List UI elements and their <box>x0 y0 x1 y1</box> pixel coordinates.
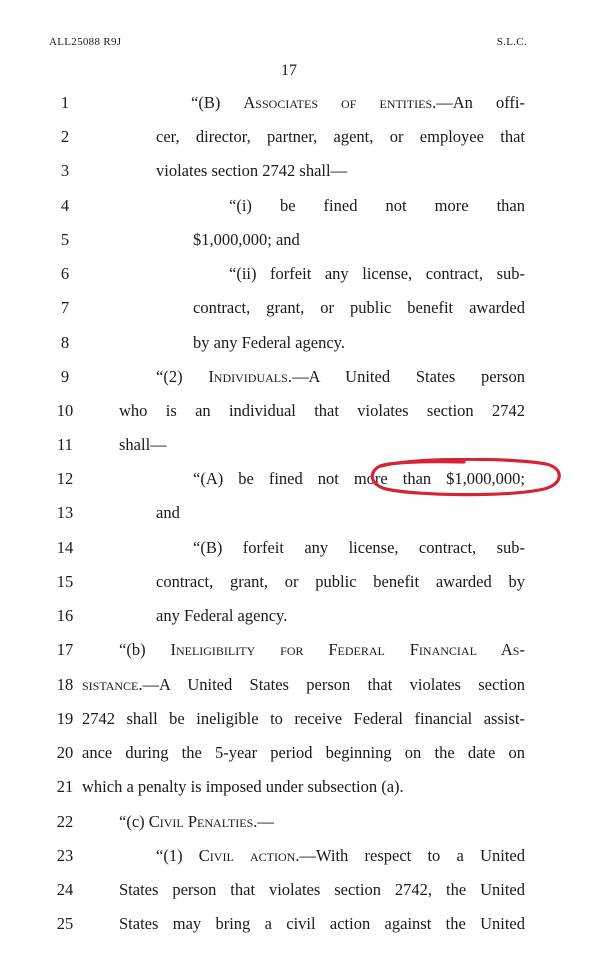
line-number: 8 <box>60 333 70 352</box>
bill-line <box>0 225 602 255</box>
line-text: 2742 shall be ineligible to receive Federal financial assist- <box>82 709 525 728</box>
line-text: States may bring a civil action against the United <box>119 914 525 933</box>
line-number: 15 <box>56 572 74 591</box>
line-text: $1,000,000; and <box>193 230 300 249</box>
bill-line <box>0 396 602 426</box>
bill-line <box>0 88 602 118</box>
section-heading: Ineligibility for Federal Financial As- <box>170 640 525 659</box>
line-number: 21 <box>56 777 74 796</box>
line-number: 10 <box>56 401 74 420</box>
line-text: “(b) Ineligibility for Federal Financial As- <box>119 640 525 659</box>
line-number: 5 <box>60 230 70 249</box>
line-text: sistance.—A United States person that violates section <box>82 675 525 694</box>
bill-line <box>0 670 602 700</box>
line-text: and <box>156 503 180 522</box>
bill-line <box>0 704 602 734</box>
line-number: 1 <box>60 93 70 112</box>
line-number: 25 <box>56 914 74 933</box>
line-number: 20 <box>56 743 74 762</box>
line-number: 24 <box>56 880 74 899</box>
line-number: 22 <box>56 812 74 831</box>
bill-line <box>0 328 602 358</box>
document-id: ALL25088 R9J <box>49 36 122 48</box>
line-number: 13 <box>56 503 74 522</box>
bill-line <box>0 635 602 665</box>
line-text: shall— <box>119 435 167 454</box>
section-heading: sistance <box>82 675 139 694</box>
line-text: who is an individual that violates section 2742 <box>119 401 525 420</box>
bill-line <box>0 909 602 939</box>
line-number: 16 <box>56 606 74 625</box>
bill-line <box>0 533 602 563</box>
line-text: any Federal agency. <box>156 606 288 625</box>
bill-line <box>0 498 602 528</box>
line-text: “(ii) forfeit any license, contract, sub- <box>229 264 525 283</box>
line-text: “(c) Civil Penalties.— <box>119 812 274 831</box>
bill-line <box>0 430 602 460</box>
line-text: “(B) forfeit any license, contract, sub- <box>193 538 525 557</box>
line-text: cer, director, partner, agent, or employee that <box>156 127 525 146</box>
line-text: contract, grant, or public benefit awarded <box>193 298 525 317</box>
line-text: ance during the 5-year period beginning on the date on <box>82 743 525 762</box>
line-text: “(2) Individuals.—A United States person <box>156 367 525 386</box>
bill-line <box>0 293 602 323</box>
bill-line <box>0 191 602 221</box>
line-text: contract, grant, or public benefit awarded by <box>156 572 525 591</box>
page-number: 17 <box>281 62 297 79</box>
line-number: 3 <box>60 161 70 180</box>
bill-line <box>0 122 602 152</box>
line-number: 9 <box>60 367 70 386</box>
line-number: 6 <box>60 264 70 283</box>
bill-line <box>0 464 602 494</box>
line-number: 17 <box>56 640 74 659</box>
section-heading: Civil action <box>198 846 296 865</box>
line-text: violates section 2742 shall— <box>156 161 348 180</box>
line-number: 23 <box>56 846 74 865</box>
line-text: States person that violates section 2742, the United <box>119 880 525 899</box>
line-text: “(A) be fined not more than $1,000,000; <box>193 469 525 488</box>
line-number: 7 <box>60 298 70 317</box>
bill-line <box>0 875 602 905</box>
bill-line <box>0 772 602 802</box>
office-code: S.L.C. <box>496 36 527 48</box>
bill-line <box>0 807 602 837</box>
line-text: “(B) Associates of entities.—An offi- <box>191 93 525 112</box>
section-heading: Individuals <box>208 367 288 386</box>
line-text: which a penalty is imposed under subsection (a). <box>82 777 404 796</box>
line-number: 18 <box>56 675 74 694</box>
line-text: “(1) Civil action.—With respect to a United <box>156 846 525 865</box>
bill-line <box>0 841 602 871</box>
bill-line <box>0 156 602 186</box>
line-text: “(i) be fined not more than <box>229 196 525 215</box>
section-heading: Civil Penalties <box>148 812 254 831</box>
section-heading: Associates of entities <box>243 93 433 112</box>
line-number: 12 <box>56 469 74 488</box>
bill-line <box>0 259 602 289</box>
line-number: 14 <box>56 538 74 557</box>
bill-line <box>0 362 602 392</box>
line-text: by any Federal agency. <box>193 333 345 352</box>
bill-line <box>0 567 602 597</box>
line-number: 19 <box>56 709 74 728</box>
line-number: 11 <box>57 435 73 454</box>
bill-line <box>0 601 602 631</box>
line-number: 4 <box>60 196 70 215</box>
line-number: 2 <box>60 127 70 146</box>
bill-line <box>0 738 602 768</box>
